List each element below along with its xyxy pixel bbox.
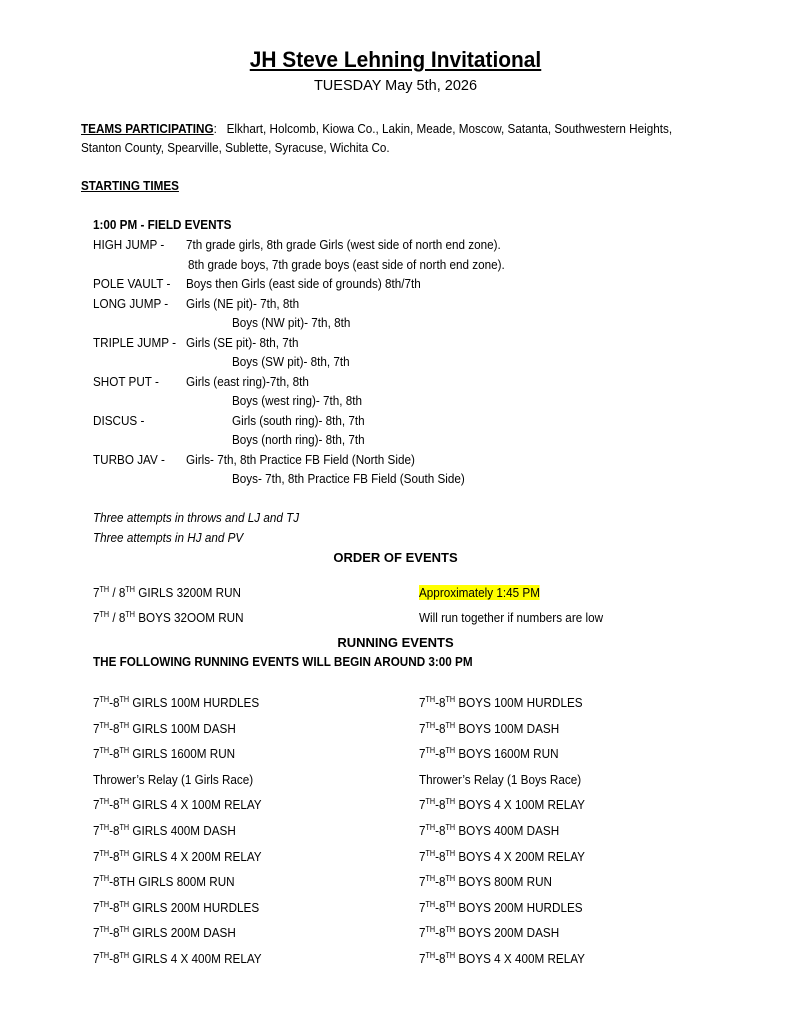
girls-event-row: 7TH-8TH GIRLS 800M RUN	[93, 874, 235, 890]
boys-event-row: Thrower’s Relay (1 Boys Race)	[419, 771, 582, 787]
attempts-note-2: Three attempts in HJ and PV	[93, 530, 244, 545]
shot-put-line-2: Boys (west ring)- 7th, 8th	[232, 393, 363, 408]
high-jump-event: HIGH JUMP -	[93, 237, 165, 252]
field-events-heading: 1:00 PM - FIELD EVENTS	[93, 217, 232, 232]
attempts-note-1: Three attempts in throws and LJ and TJ	[93, 510, 300, 525]
girls-event-row: 7TH-8TH GIRLS 4 X 100M RELAY	[93, 797, 262, 813]
shot-put-event: SHOT PUT -	[93, 374, 159, 389]
turbo-jav-event: TURBO JAV -	[93, 452, 165, 467]
girls-event-row: 7TH-8TH GIRLS 1600M RUN	[93, 746, 236, 762]
girls-event-row: 7TH-8TH GIRLS 200M DASH	[93, 925, 236, 941]
turbo-jav-line-1: Girls- 7th, 8th Practice FB Field (North Side)	[186, 452, 415, 467]
time-highlight: Approximately 1:45 PM	[419, 585, 540, 600]
boys-event-row: 7TH-8TH BOYS 1600M RUN	[419, 746, 559, 762]
distance-girls-event: 7TH / 8TH GIRLS 3200M RUN	[93, 585, 241, 600]
boys-event-row: 7TH-8TH BOYS 4 X 100M RELAY	[419, 797, 585, 813]
boys-event-row: 7TH-8TH BOYS 4 X 400M RELAY	[419, 951, 585, 966]
high-jump-line-2: 8th grade boys, 7th grade boys (east side of north end zone).	[188, 257, 505, 272]
page-title: JH Steve Lehning Invitational	[249, 47, 542, 72]
turbo-jav-line-2: Boys- 7th, 8th Practice FB Field (South Side)	[232, 471, 465, 486]
triple-jump-line-1: Girls (SE pit)- 8th, 7th	[186, 335, 299, 350]
running-events-subheading: THE FOLLOWING RUNNING EVENTS WILL BEGIN AROUND 3:00 PM	[93, 654, 473, 669]
triple-jump-line-2: Boys (SW pit)- 8th, 7th	[232, 354, 350, 369]
teams-label: TEAMS PARTICIPATING	[81, 121, 214, 136]
starting-times-heading: STARTING TIMES	[81, 178, 179, 193]
pole-vault-line-1: Boys then Girls (east side of grounds) 8th/7th	[186, 276, 421, 291]
triple-jump-event: TRIPLE JUMP -	[93, 335, 176, 350]
meet-date: TUESDAY May 5th, 2026	[313, 78, 478, 94]
girls-event-row: 7TH-8TH GIRLS 200M HURDLES	[93, 899, 260, 915]
teams-list-1: Elkhart, Holcomb, Kiowa Co., Lakin, Meade, Moscow, Satanta, Southwestern Heights,	[226, 121, 673, 136]
discus-event: DISCUS -	[93, 413, 145, 428]
running-events-heading: RUNNING EVENTS	[337, 635, 454, 650]
shot-put-line-1: Girls (east ring)-7th, 8th	[186, 374, 309, 389]
girls-event-row: Thrower’s Relay (1 Girls Race)	[93, 771, 254, 787]
girls-event-row: 7TH-8TH GIRLS 400M DASH	[93, 823, 236, 838]
discus-line-1: Girls (south ring)- 8th, 7th	[232, 413, 365, 428]
distance-girls-note	[419, 585, 540, 600]
long-jump-line-2: Boys (NW pit)- 7th, 8th	[232, 315, 351, 330]
teams-list-2: Stanton County, Spearville, Sublette, Syracuse, Wichita Co.	[81, 140, 390, 155]
boys-event-row: 7TH-8TH BOYS 200M HURDLES	[419, 899, 583, 915]
teams-line-1	[81, 121, 672, 136]
boys-event-row: 7TH-8TH BOYS 800M RUN	[419, 874, 553, 890]
boys-event-row: 7TH-8TH BOYS 400M DASH	[419, 823, 560, 838]
long-jump-event: LONG JUMP -	[93, 296, 169, 311]
girls-event-row: 7TH-8TH GIRLS 100M HURDLES	[93, 695, 260, 710]
distance-boys-event: 7TH / 8TH BOYS 32OOM RUN	[93, 610, 244, 625]
high-jump-line-1: 7th grade girls, 8th grade Girls (west side of north end zone).	[186, 237, 501, 252]
girls-event-row: 7TH-8TH GIRLS 100M DASH	[93, 720, 236, 736]
boys-event-row: 7TH-8TH BOYS 100M HURDLES	[419, 695, 583, 710]
teams-colon: :	[213, 121, 217, 136]
discus-line-2: Boys (north ring)- 8th, 7th	[232, 432, 365, 447]
order-of-events-heading: ORDER OF EVENTS	[333, 550, 458, 565]
boys-event-row: 7TH-8TH BOYS 4 X 200M RELAY	[419, 848, 585, 864]
girls-event-row: 7TH-8TH GIRLS 4 X 200M RELAY	[93, 848, 262, 864]
long-jump-line-1: Girls (NE pit)- 7th, 8th	[186, 296, 300, 311]
distance-boys-note: Will run together if numbers are low	[419, 610, 604, 625]
boys-event-row: 7TH-8TH BOYS 100M DASH	[419, 720, 560, 736]
boys-event-row: 7TH-8TH BOYS 200M DASH	[419, 925, 560, 941]
girls-event-row: 7TH-8TH GIRLS 4 X 400M RELAY	[93, 951, 262, 966]
pole-vault-event: POLE VAULT -	[93, 276, 171, 291]
